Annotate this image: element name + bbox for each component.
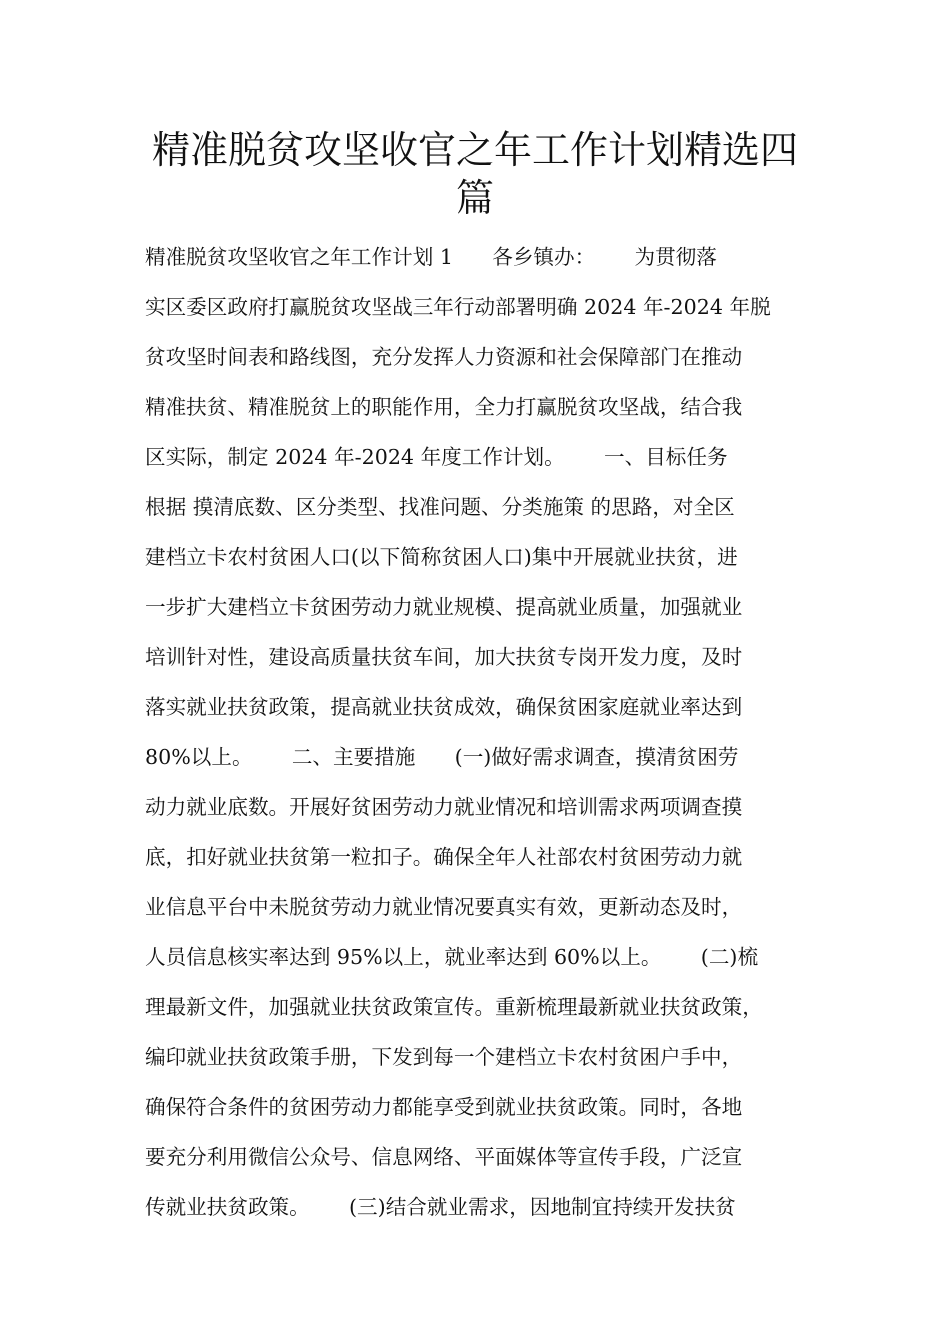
body-line: 确保符合条件的贫困劳动力都能享受到就业扶贫政策。同时，各地 <box>145 1095 743 1119</box>
body-line: 培训针对性，建设高质量扶贫车间，加大扶贫专岗开发力度，及时 <box>145 645 743 669</box>
body-line: 精准脱贫攻坚收官之年工作计划 1 各乡镇办： 为贯彻落 <box>145 245 717 269</box>
document-title <box>100 126 850 222</box>
body-line: 区实际，制定 2024 年-2024 年度工作计划。 一、目标任务 <box>145 445 728 469</box>
body-line: 人员信息核实率达到 95%以上，就业率达到 60%以上。 (二)梳 <box>145 945 759 969</box>
body-line: 理最新文件，加强就业扶贫政策宣传。重新梳理最新就业扶贫政策， <box>145 995 763 1019</box>
body-line: 编印就业扶贫政策手册，下发到每一个建档立卡农村贫困户手中， <box>145 1045 743 1069</box>
body-line: 精准扶贫、精准脱贫上的职能作用，全力打赢脱贫攻坚战，结合我 <box>145 395 743 419</box>
body-line: 一步扩大建档立卡贫困劳动力就业规模、提高就业质量，加强就业 <box>145 595 743 619</box>
body-line: 底，扣好就业扶贫第一粒扣子。确保全年人社部农村贫困劳动力就 <box>145 845 743 869</box>
body-line: 根据 摸清底数、区分类型、找准问题、分类施策 的思路，对全区 <box>145 495 735 519</box>
body-line: 实区委区政府打赢脱贫攻坚战三年行动部署明确 2024 年-2024 年脱 <box>145 295 771 319</box>
body-line: 要充分利用微信公众号、信息网络、平面媒体等宣传手段，广泛宣 <box>145 1145 743 1169</box>
body-line: 贫攻坚时间表和路线图，充分发挥人力资源和社会保障部门在推动 <box>145 345 743 369</box>
title-line: 精准脱贫攻坚收官之年工作计划精选四 <box>151 128 798 172</box>
title-line: 篇 <box>455 176 494 220</box>
document-body <box>145 232 835 1232</box>
body-line: 业信息平台中未脱贫劳动力就业情况要真实有效，更新动态及时， <box>145 895 743 919</box>
body-line: 80%以上。 二、主要措施 (一)做好需求调查，摸清贫困劳 <box>145 745 739 769</box>
body-line: 传就业扶贫政策。 (三)结合就业需求，因地制宜持续开发扶贫 <box>145 1195 736 1219</box>
body-line: 建档立卡农村贫困人口(以下简称贫困人口)集中开展就业扶贫，进 <box>145 545 738 569</box>
body-line: 动力就业底数。开展好贫困劳动力就业情况和培训需求两项调查摸 <box>145 795 743 819</box>
body-line: 落实就业扶贫政策，提高就业扶贫成效，确保贫困家庭就业率达到 <box>145 695 743 719</box>
